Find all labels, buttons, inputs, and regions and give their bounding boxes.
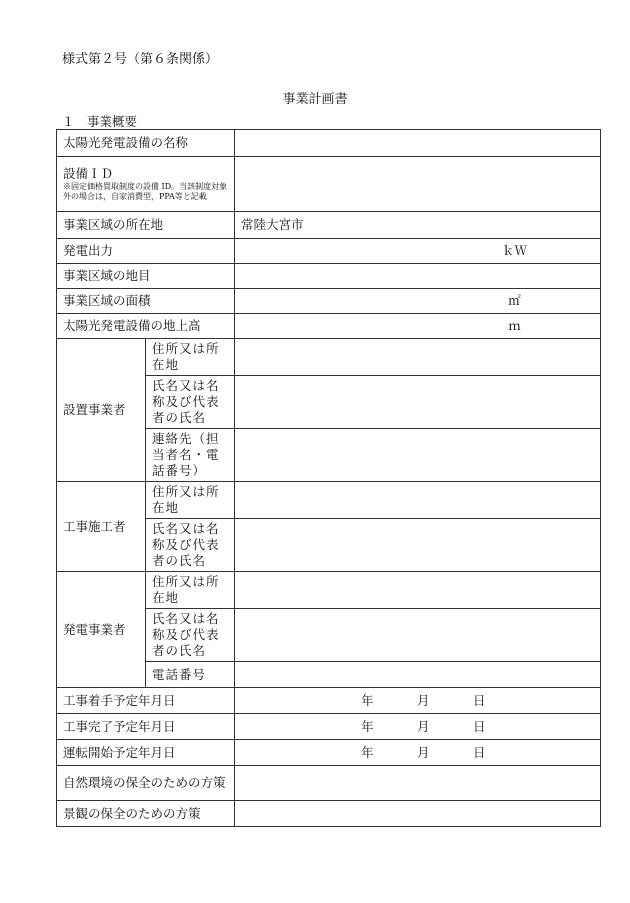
label-operator-phone: 電話番号	[146, 662, 235, 688]
label-installer-contact: 連絡先（担当者名・電話番号）	[146, 429, 235, 482]
day-unit: 日	[473, 692, 486, 708]
unit-kw: ｋＷ	[501, 243, 527, 258]
label-height: 太陽光発電設備の地上高	[57, 314, 235, 339]
label-location: 事業区域の所在地	[57, 212, 235, 239]
unit-m: ｍ	[508, 318, 521, 333]
year-unit: 年	[361, 744, 374, 760]
row-complete-construction	[57, 714, 601, 740]
label-operator-address: 住所又は所在地	[146, 572, 235, 609]
value-nature-measures[interactable]	[235, 766, 601, 801]
value-landscape-measures[interactable]	[235, 801, 601, 827]
section-heading: １ 事業概要	[62, 114, 138, 129]
facility-id-label: 設備ＩＤ	[63, 165, 114, 181]
label-contractor-name: 氏名又は名称及び代表者の氏名	[146, 519, 235, 572]
value-contractor-name[interactable]	[235, 519, 601, 572]
value-facility-id[interactable]	[235, 157, 601, 212]
value-installer-name[interactable]	[235, 376, 601, 429]
row-operator-address	[57, 572, 601, 609]
value-start-construction[interactable]	[235, 688, 601, 714]
label-installer-name: 氏名又は名称及び代表者の氏名	[146, 376, 235, 429]
month-unit: 月	[417, 692, 430, 708]
row-output	[57, 239, 601, 264]
value-facility-name[interactable]	[235, 130, 601, 157]
value-start-operation[interactable]	[235, 740, 601, 766]
value-operator-name[interactable]	[235, 609, 601, 662]
label-landscape-measures: 景観の保全のための方策	[57, 801, 235, 827]
value-installer-address[interactable]	[235, 339, 601, 376]
row-installer-address	[57, 339, 601, 376]
row-start-operation	[57, 740, 601, 766]
row-contractor-address	[57, 482, 601, 519]
facility-id-note: ※固定価格買取制度の設備 ID。当該制度対象外の場合は，自家消費型，PPA等と記載	[63, 181, 228, 201]
year-unit: 年	[361, 718, 374, 734]
year-unit: 年	[361, 692, 374, 708]
day-unit: 日	[473, 744, 486, 760]
row-start-construction	[57, 688, 601, 714]
label-complete-construction: 工事完了予定年月日	[57, 714, 235, 740]
value-land-category[interactable]	[235, 264, 601, 289]
label-land-category: 事業区域の地目	[57, 264, 235, 289]
label-start-construction: 工事着手予定年月日	[57, 688, 235, 714]
row-landscape-measures	[57, 801, 601, 827]
value-complete-construction[interactable]	[235, 714, 601, 740]
value-contractor-address[interactable]	[235, 482, 601, 519]
value-installer-contact[interactable]	[235, 429, 601, 482]
row-facility-name	[57, 130, 601, 157]
row-area	[57, 289, 601, 314]
month-unit: 月	[417, 744, 430, 760]
value-operator-address[interactable]	[235, 572, 601, 609]
label-output: 発電出力	[57, 239, 235, 264]
label-installer: 設置事業者	[57, 339, 146, 482]
form-number: 様式第２号（第６条関係）	[62, 52, 219, 67]
label-nature-measures: 自然環境の保全のための方策	[57, 766, 235, 801]
unit-m2: ㎡	[508, 293, 521, 308]
label-area: 事業区域の面積	[57, 289, 235, 314]
label-operator: 発電事業者	[57, 572, 146, 688]
value-output[interactable]	[235, 239, 601, 264]
label-contractor-address: 住所又は所在地	[146, 482, 235, 519]
document-title: 事業計画書	[282, 92, 348, 107]
value-operator-phone[interactable]	[235, 662, 601, 688]
business-plan-table	[56, 129, 601, 827]
label-start-operation: 運転開始予定年月日	[57, 740, 235, 766]
row-height	[57, 314, 601, 339]
day-unit: 日	[473, 718, 486, 734]
label-operator-name: 氏名又は名称及び代表者の氏名	[146, 609, 235, 662]
value-height[interactable]	[235, 314, 601, 339]
label-contractor: 工事施工者	[57, 482, 146, 572]
label-facility-name: 太陽光発電設備の名称	[57, 130, 235, 157]
row-facility-id	[57, 157, 601, 212]
label-installer-address: 住所又は所在地	[146, 339, 235, 376]
row-location	[57, 212, 601, 239]
row-nature-measures	[57, 766, 601, 801]
value-area[interactable]	[235, 289, 601, 314]
row-land-category	[57, 264, 601, 289]
month-unit: 月	[417, 718, 430, 734]
label-facility-id	[57, 157, 235, 212]
value-location[interactable]: 常陸大宮市	[235, 212, 601, 239]
